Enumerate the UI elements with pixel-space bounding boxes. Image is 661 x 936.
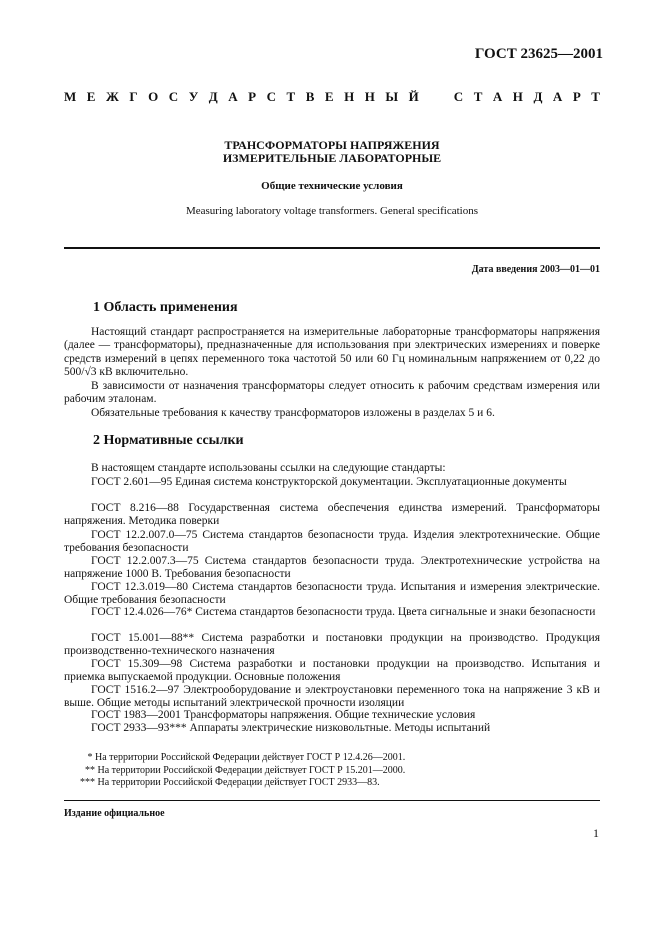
footnotes	[80, 752, 600, 790]
banner-letter: Е	[324, 89, 334, 104]
reference-item: ГОСТ 2.601—95 Единая система конструкторской документации. Эксплуатационные документы	[91, 476, 567, 488]
banner-letter: О	[148, 89, 159, 104]
banner-letter: С	[266, 89, 276, 104]
banner-letter: С	[453, 89, 464, 104]
banner-gap	[429, 89, 443, 105]
banner-letter: Т	[473, 89, 483, 104]
banner-letter: А	[228, 89, 238, 104]
banner-letter: Т	[286, 89, 296, 104]
footnote: *** На территории Российской Федерации действует ГОСТ 2933—83.	[80, 777, 380, 788]
reference-item: ГОСТ 15.001—88** Система разработки и постановки продукции на производство. Продукция производственно-технического назначения	[64, 632, 600, 658]
banner-letter: В	[305, 89, 315, 104]
header-rule	[64, 247, 600, 249]
banner-letter: Й	[408, 89, 419, 104]
reference-item: ГОСТ 2933—93*** Аппараты электрические низковольтные. Методы испытаний	[91, 722, 491, 734]
footer-rule	[64, 800, 600, 801]
banner-letter: Ж	[105, 89, 119, 104]
banner-letter: Е	[86, 89, 96, 104]
footnote: ** На территории Российской Федерации действует ГОСТ Р 15.201—2000.	[80, 764, 406, 776]
banner-letter: Н	[364, 89, 375, 104]
footnote: * На территории Российской Федерации действует ГОСТ Р 12.4.26—2001.	[80, 752, 406, 763]
section-1-heading: 1 Область применения	[93, 300, 238, 315]
english-title: Measuring laboratory voltage transformers. General specifications	[185, 205, 478, 217]
banner-letter: А	[552, 89, 563, 104]
banner-letter: С	[168, 89, 179, 104]
reference-item: ГОСТ 15.309—98 Система разработки и постановки продукции на производство. Испытания и приемка выпускаемой продукции. Основные положения	[64, 658, 600, 684]
banner-letter: Н	[344, 89, 355, 104]
banner-letter: М	[64, 89, 77, 104]
reference-item: ГОСТ 1983—2001 Трансформаторы напряжения. Общие технические условия	[91, 709, 476, 721]
banner-letter: Г	[129, 89, 138, 104]
introduction-date: Дата введения 2003—01—01	[471, 264, 600, 275]
reference-item: ГОСТ 1516.2—97 Электрооборудование и электроустановки переменного тока на напряжение 3 кВ и выше. Общие методы испытаний электрической прочности изоляции	[64, 684, 600, 710]
section-2-heading: 2 Нормативные ссылки	[93, 433, 244, 448]
title-line-1: ТРАНСФОРМАТОРЫ НАПРЯЖЕНИЯ	[224, 138, 440, 152]
banner-letter: Т	[591, 89, 600, 104]
reference-item: ГОСТ 12.2.007.0—75 Система стандартов безопасности труда. Изделия электротехнические. Общие требования безопасности	[64, 529, 600, 555]
reference-item: ГОСТ 8.216—88 Государственная система обеспечения единства измерений. Трансформаторы напряжения. Методика поверки	[64, 502, 600, 528]
document-subtitle: Общие технические условия	[261, 180, 403, 192]
banner-letter: У	[188, 89, 199, 104]
banner-letter: Д	[533, 89, 543, 104]
interstate-standard-banner	[64, 89, 600, 105]
document-title	[64, 139, 600, 165]
reference-item: ГОСТ 12.3.019—80 Система стандартов безопасности труда. Испытания и измерения электрические. Общие требования безопасности	[64, 581, 600, 607]
reference-item: ГОСТ 12.4.026—76* Система стандартов безопасности труда. Цвета сигнальные и знаки безопасности	[91, 606, 596, 618]
section-1-paragraph: Обязательные требования к качеству трансформаторов изложены в разделах 5 и 6.	[91, 407, 495, 419]
page-number: 1	[593, 826, 599, 840]
official-edition-label: Издание официальное	[64, 808, 165, 819]
title-line-2: ИЗМЕРИТЕЛЬНЫЕ ЛАБОРАТОРНЫЕ	[222, 151, 442, 165]
section-1-paragraph: В зависимости от назначения трансформаторы следует относить к рабочим средствам измерения или рабочим эталонам.	[64, 380, 600, 406]
banner-letter: Р	[248, 89, 257, 104]
references-intro: В настоящем стандарте использованы ссылки на следующие стандарты:	[91, 462, 446, 474]
banner-letter: Ы	[385, 89, 399, 104]
banner-letter: Н	[512, 89, 523, 104]
banner-letter: А	[492, 89, 503, 104]
gost-number: ГОСТ 23625—2001	[474, 46, 603, 62]
banner-letter: Р	[572, 89, 581, 104]
section-1-paragraph: Настоящий стандарт распространяется на измерительные лабораторные трансформаторы напряжения (далее — трансформаторы), предназначенные для использования при электрических измерениях и поверке средств измерений в цепях переменного тока частотой 50 или 60 Гц номинальным напряжением от 0,22 до 500/√3 кВ включительно.	[64, 326, 600, 378]
reference-item: ГОСТ 12.2.007.3—75 Система стандартов безопасности труда. Электротехнические устройства на напряжение 1000 В. Требования безопасности	[64, 555, 600, 581]
banner-letter: Д	[208, 89, 218, 104]
